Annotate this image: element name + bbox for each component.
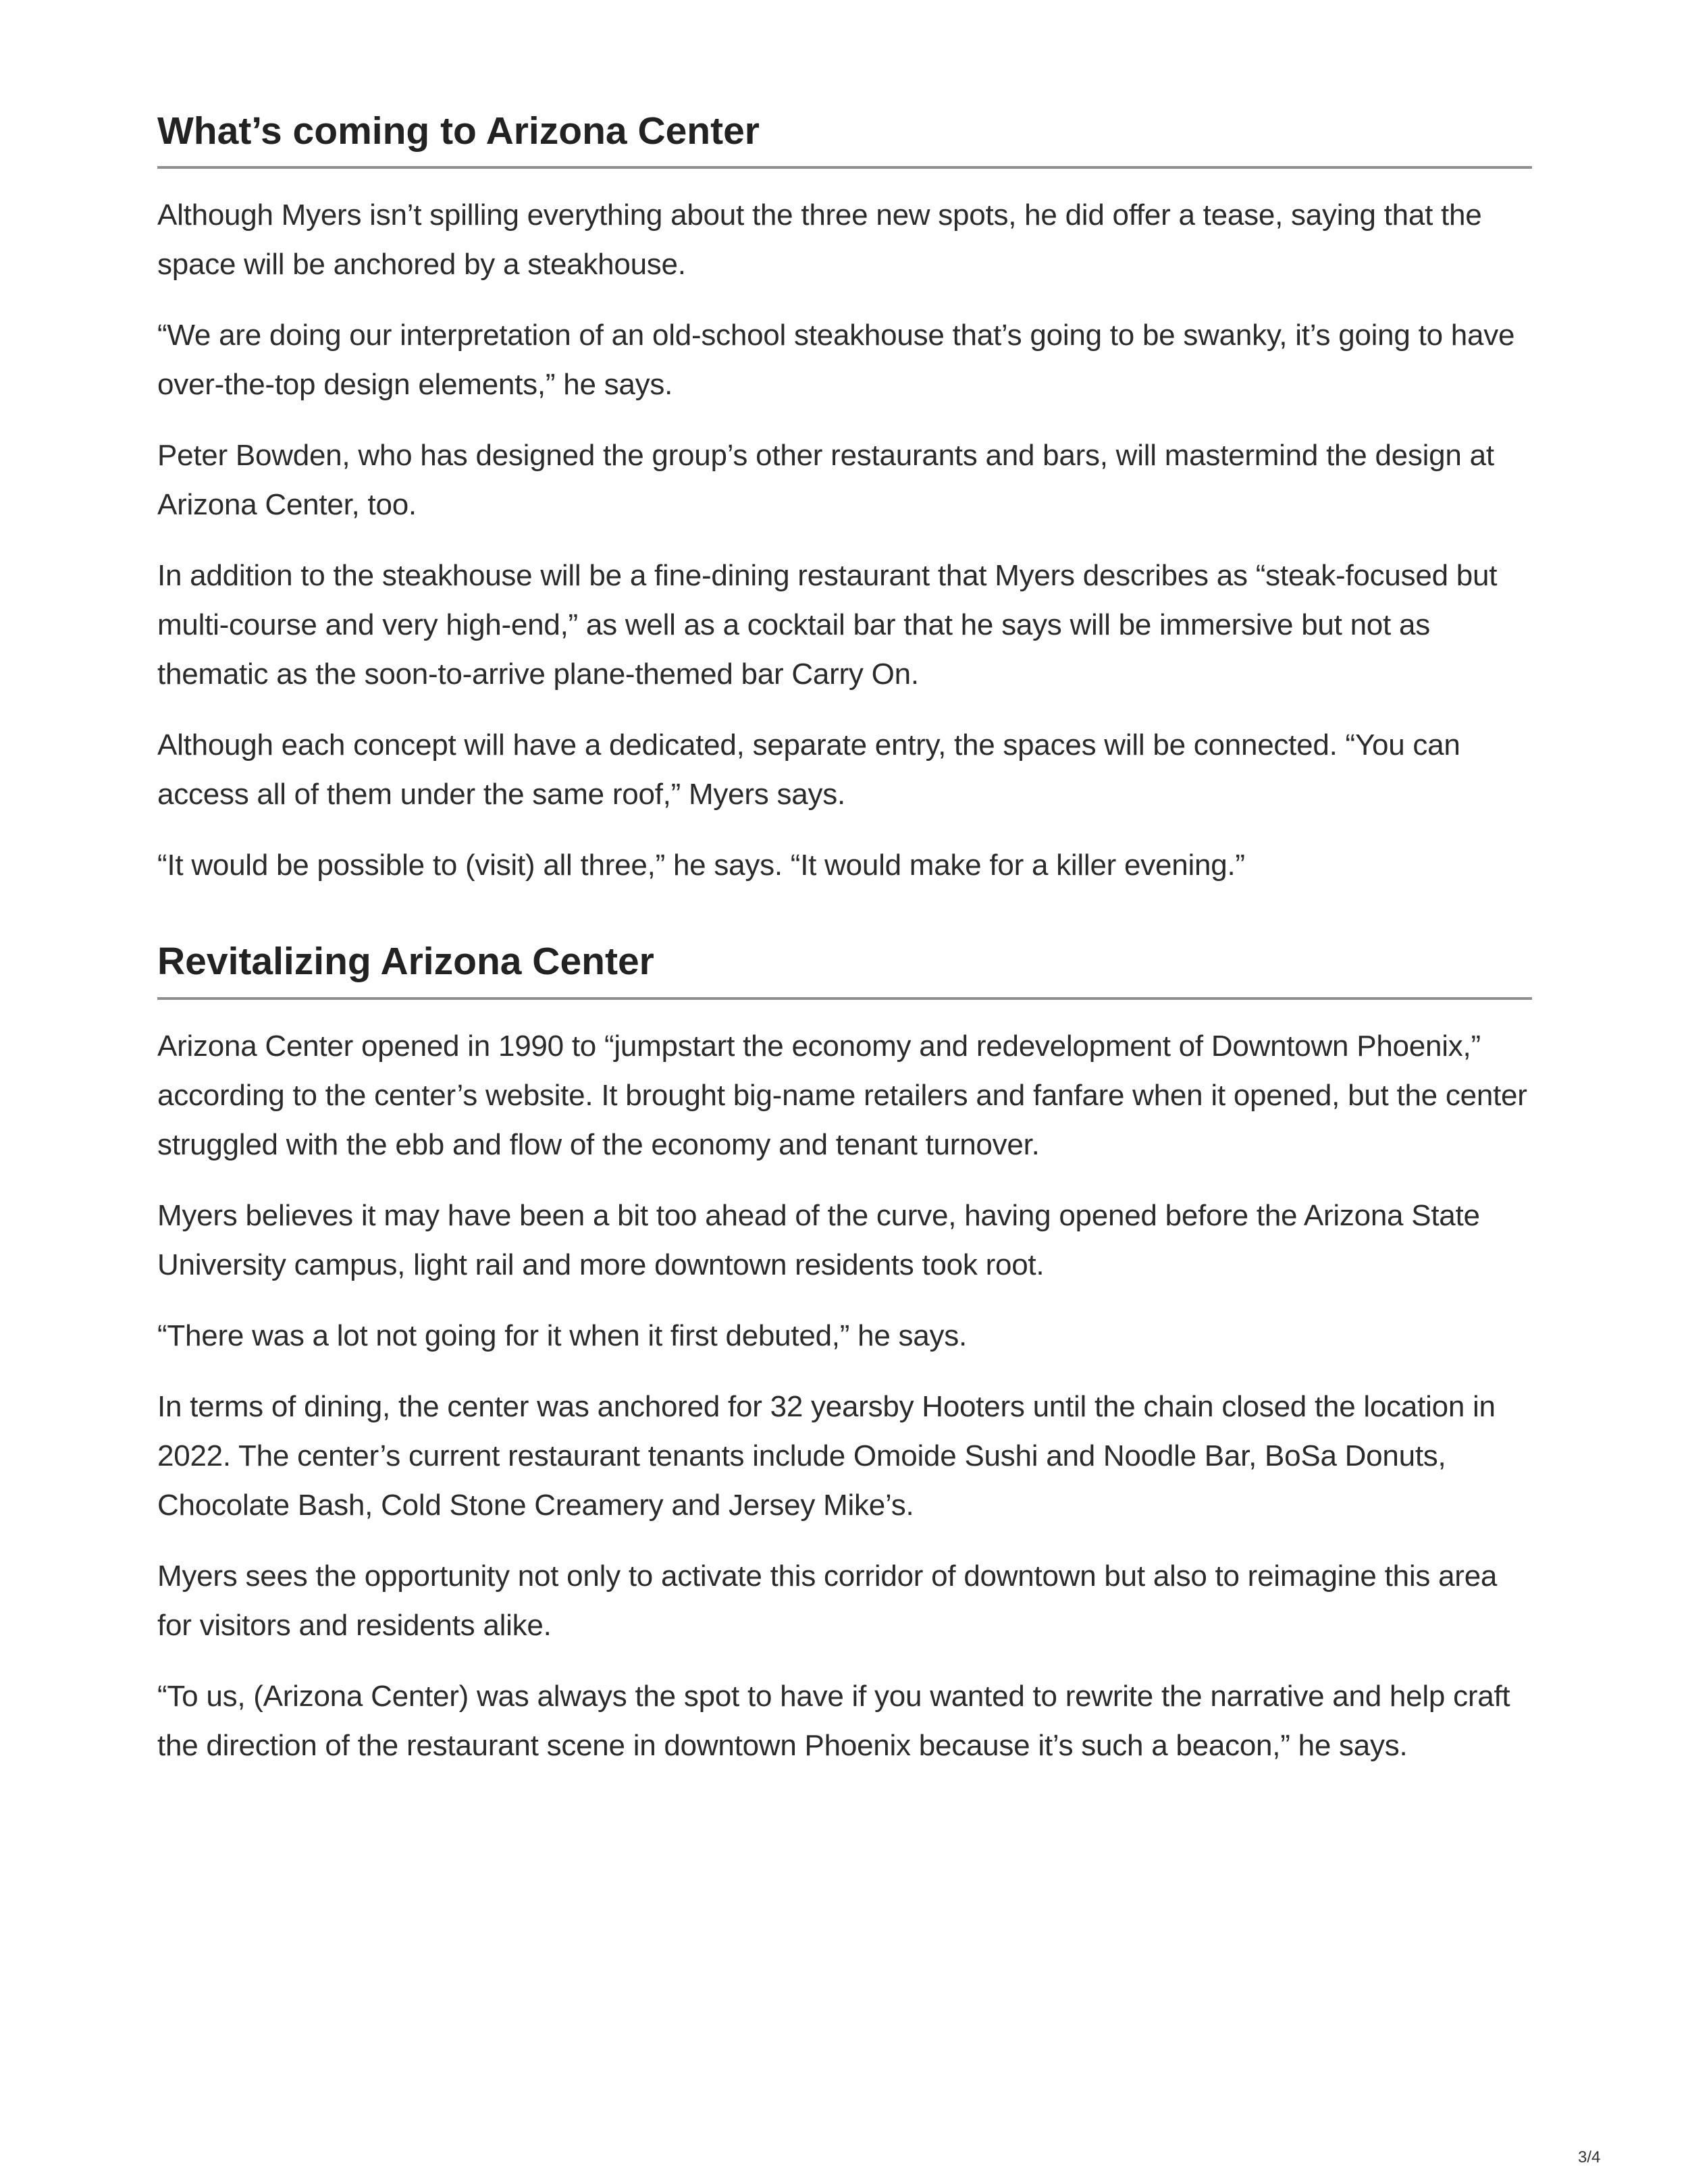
paragraph: “To us, (Arizona Center) was always the spot to have if you wanted to rewrite the narrative and help craft the direction of the restaurant scene in downtown Phoenix because it’s such a beacon,” he says. xyxy=(157,1679,1510,1762)
paragraph: In terms of dining, the center was anchored for 32 yearsby Hooters until the chain closed the location in 2022. The center’s current restaurant tenants include Omoide Sushi and Noodle Bar, BoSa Donuts, Chocolate Bash, Cold Stone Creamery and Jersey Mike’s. xyxy=(157,1389,1496,1522)
paragraph: Myers believes it may have been a bit too ahead of the curve, having opened before the Arizona State University campus, light rail and more downtown residents took root. xyxy=(157,1198,1480,1281)
section-whats-coming xyxy=(157,108,1532,890)
paragraph: Although each concept will have a dedicated, separate entry, the spaces will be connected. “You can access all of them under the same roof,” Myers says. xyxy=(157,728,1460,811)
paragraph: “There was a lot not going for it when it first debuted,” he says. xyxy=(157,1319,967,1352)
paragraph: Arizona Center opened in 1990 to “jumpstart the economy and redevelopment of Downtown Phoenix,” according to the center’s website. It brought big-name retailers and fanfare when it opened, but the center struggled with the ebb and flow of the economy and tenant turnover. xyxy=(157,1029,1527,1161)
paragraph: “It would be possible to (visit) all three,” he says. “It would make for a killer evening.” xyxy=(157,849,1245,882)
section-heading: What’s coming to Arizona Center xyxy=(157,108,1532,169)
paragraph: “We are doing our interpretation of an old-school steakhouse that’s going to be swanky, it’s going to have over-the-top design elements,” he says. xyxy=(157,319,1515,402)
paragraph: Myers sees the opportunity not only to activate this corridor of downtown but also to reimagine this area for visitors and residents alike. xyxy=(157,1559,1498,1642)
section-revitalizing xyxy=(157,938,1532,1769)
paragraph: Although Myers isn’t spilling everything about the three new spots, he did offer a tease, saying that the space will be anchored by a steakhouse. xyxy=(157,198,1482,282)
page-number: 3/4 xyxy=(1578,2148,1601,2166)
section-heading: Revitalizing Arizona Center xyxy=(157,938,1532,999)
paragraph: In addition to the steakhouse will be a fine-dining restaurant that Myers describes as “steak-focused but multi-course and very high-end,” as well as a cocktail bar that he says will be immersive but not as thematic as the soon-to-arrive plane-themed bar Carry On. xyxy=(157,559,1498,691)
paragraph: Peter Bowden, who has designed the group’s other restaurants and bars, will mastermind the design at Arizona Center, too. xyxy=(157,439,1494,522)
article-body xyxy=(157,108,1532,1770)
